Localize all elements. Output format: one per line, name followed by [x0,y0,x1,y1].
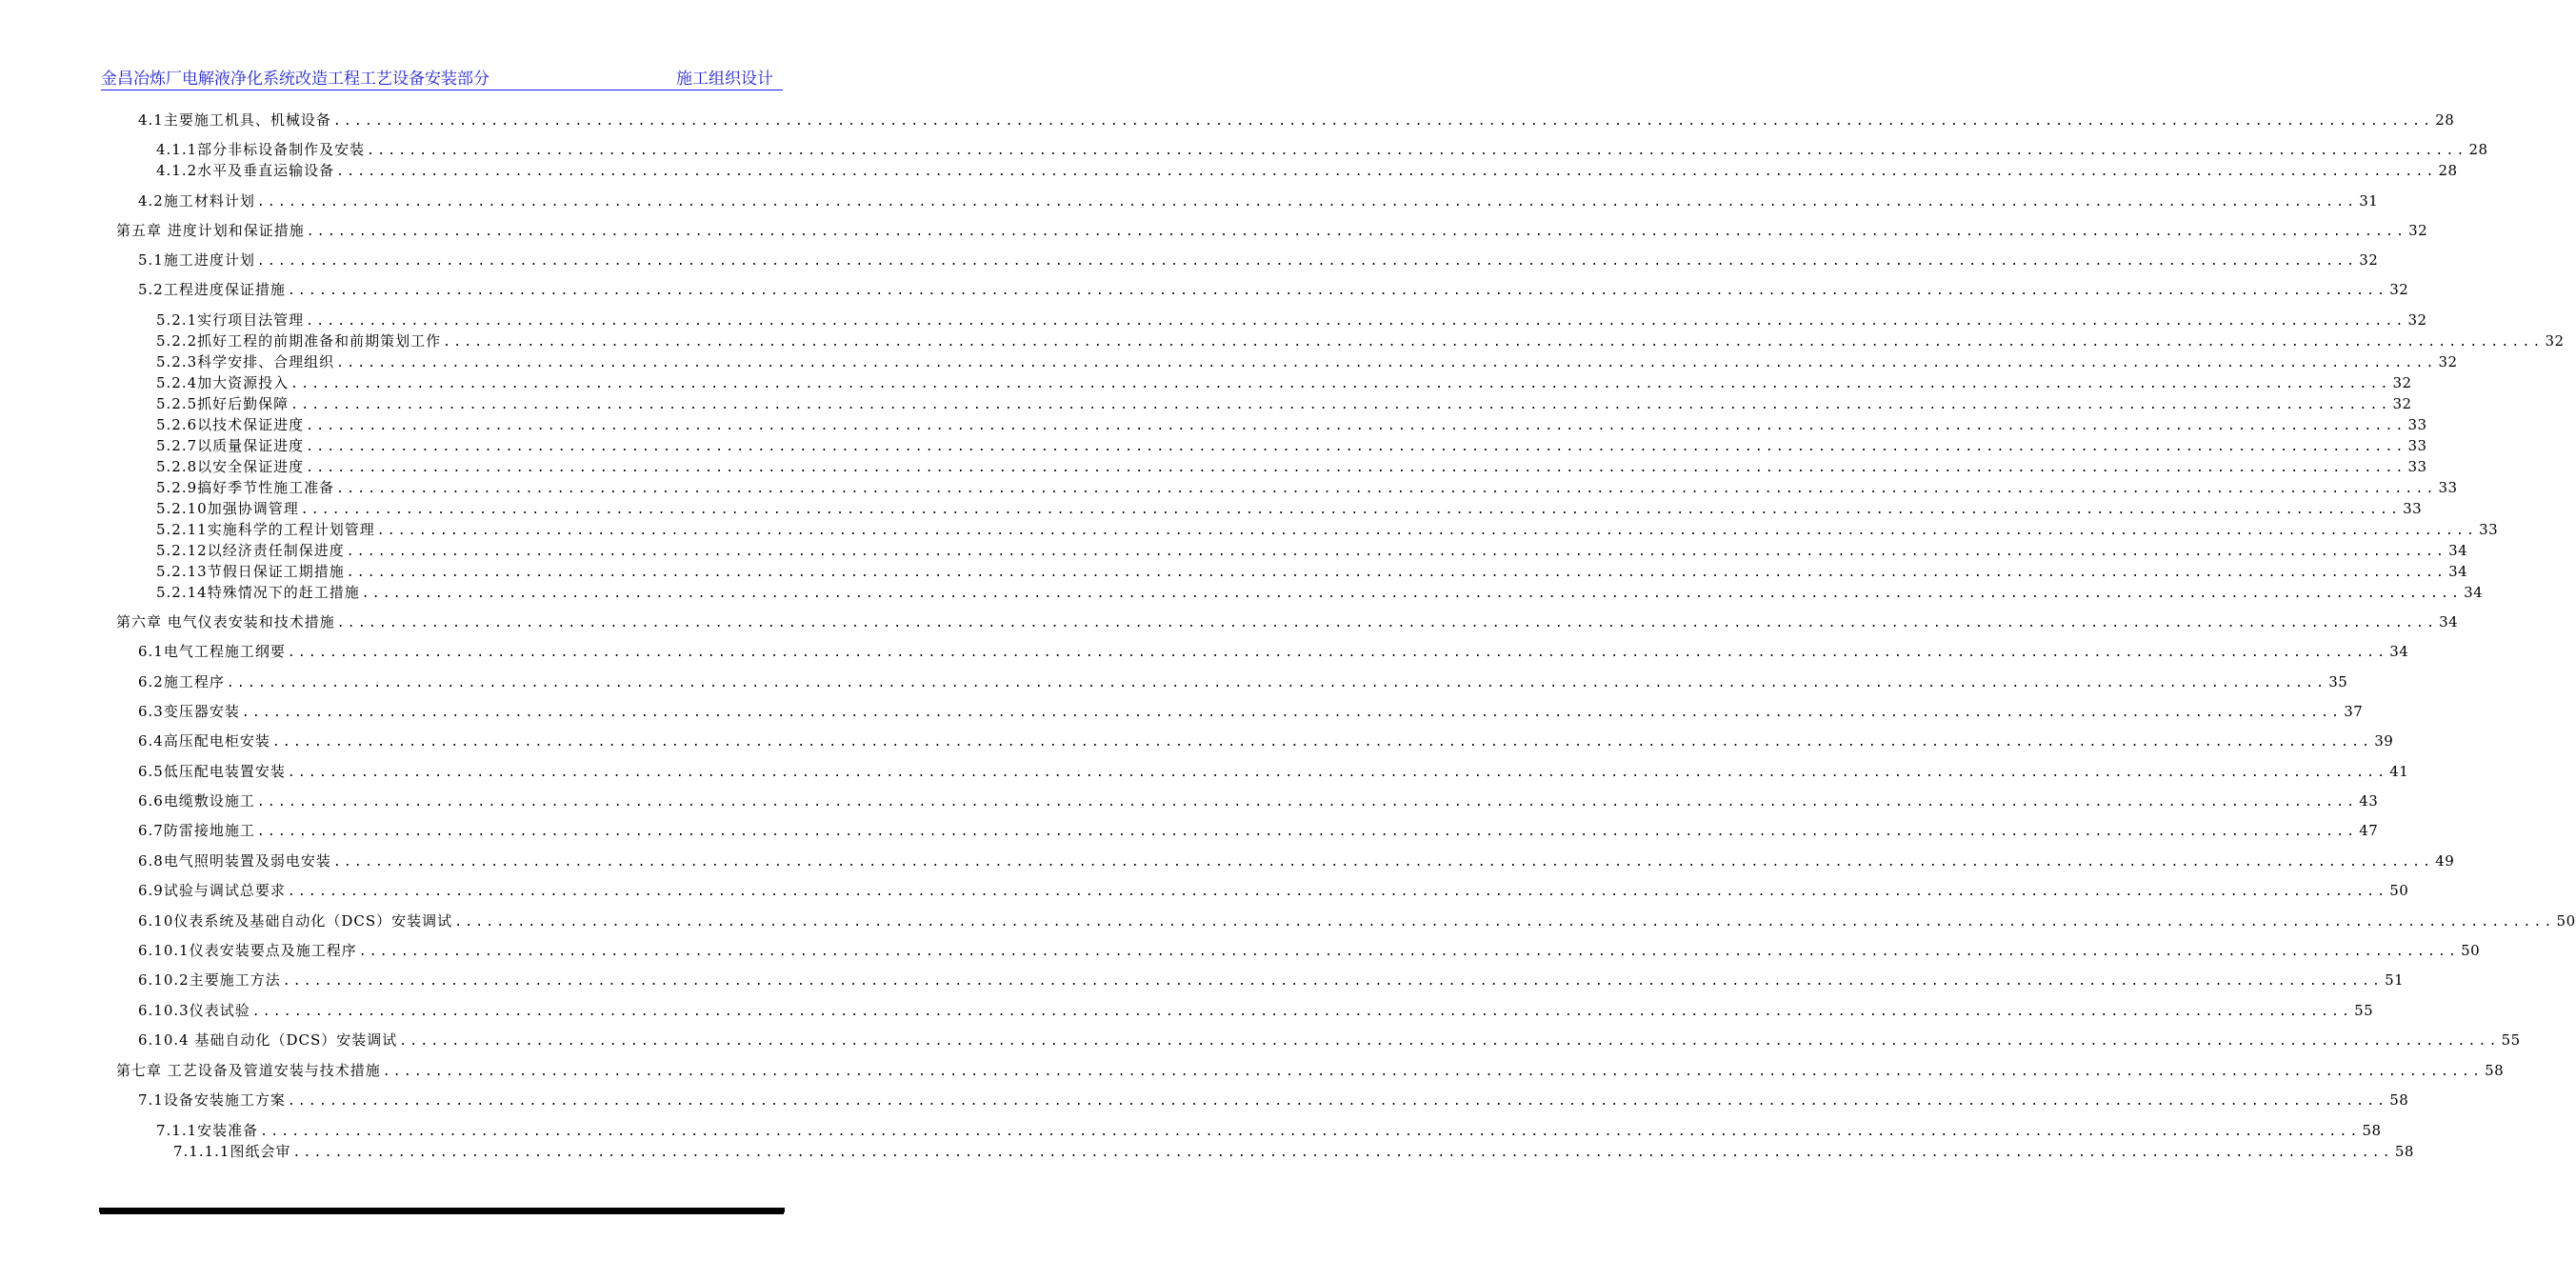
toc-entry-title: 4.1.1部分非标设备制作及安装 [156,141,366,158]
toc-entry-title: 4.1.2水平及垂直运输设备 [156,162,335,179]
toc-entry-title: 6.10.3仪表试验 [138,1002,250,1019]
toc-entry-page: 32 [2545,332,2565,350]
toc-entry-title: 6.9试验与调试总要求 [138,882,286,899]
toc-leader-dots: ........................................................................................................................................................................................................ [287,1094,2388,1109]
toc-leader-dots: ........................................................................................................................................................................................................ [346,566,2447,580]
toc-entry-page: 50 [2461,942,2481,959]
toc-leader-dots: ........................................................................................................................................................................................................ [336,356,2437,370]
toc-entry-title: 5.2.7以质量保证进度 [156,437,305,454]
toc-entry-page: 43 [2359,792,2379,810]
toc-entry-page: 58 [2485,1062,2505,1079]
toc-leader-dots: ........................................................................................................................................................................................................ [256,795,2358,810]
toc-leader-dots: ........................................................................................................................................................................................................ [382,1065,2484,1079]
toc-leader-dots: ........................................................................................................................................................................................................ [256,254,2358,269]
toc-entry-title: 6.1电气工程施工纲要 [138,643,286,660]
toc-entry-title: 7.1.1.1图纸会审 [173,1143,291,1160]
toc-entry-page: 58 [2389,1091,2409,1109]
toc-entry[interactable] [138,851,2455,870]
footer-rule [99,1208,785,1212]
toc-entry-title: 5.2.1实行项目法管理 [156,311,305,329]
toc-entry[interactable] [173,1142,2414,1161]
toc-entry-page: 37 [2344,703,2364,720]
toc-leader-dots: ........................................................................................................................................................................................................ [271,735,2373,750]
toc-leader-dots: ........................................................................................................................................................................................................ [367,144,2467,158]
toc-leader-dots: ........................................................................................................................................................................................................ [399,1034,2500,1049]
toc-entry-page: 31 [2359,192,2379,210]
toc-leader-dots: ........................................................................................................................................................................................................ [226,676,2327,690]
toc-entry-page: 28 [2435,111,2455,129]
toc-entry-page: 50 [2389,882,2409,899]
header-document-type: 施工组织设计 [676,70,773,89]
toc-entry[interactable] [138,762,2409,781]
toc-entry-title: 5.2工程进度保证措施 [138,281,286,298]
toc-leader-dots: ........................................................................................................................................................................................................ [332,855,2434,870]
toc-leader-dots: ........................................................................................................................................................................................................ [287,646,2388,660]
toc-entry-title: 5.2.6以技术保证进度 [156,416,305,433]
toc-leader-dots: ........................................................................................................................................................................................................ [292,1146,2393,1160]
toc-entry-page: 34 [2464,584,2484,601]
toc-entry-page: 51 [2385,971,2405,989]
toc-leader-dots: ........................................................................................................................................................................................................ [290,377,2391,391]
toc-entry[interactable] [156,436,2427,455]
toc-entry-title: 5.2.14特殊情况下的赶工措施 [156,584,360,601]
toc-entry-page: 32 [2392,395,2412,412]
toc-entry[interactable] [156,140,2488,159]
toc-entry-page: 34 [2448,542,2468,559]
toc-entry-page: 32 [2408,222,2428,239]
toc-entry-page: 33 [2407,416,2427,433]
toc-entry-title: 5.2.4加大资源投入 [156,374,290,391]
toc-entry[interactable] [156,520,2499,539]
toc-entry-title: 第五章 进度计划和保证措施 [116,222,305,239]
toc-entry[interactable] [138,672,2348,691]
toc-leader-dots: ........................................................................................................................................................................................................ [376,524,2478,538]
toc-entry[interactable] [156,331,2565,350]
toc-leader-dots: ........................................................................................................................................................................................................ [336,165,2437,179]
toc-entry-title: 5.2.12以经济责任制保进度 [156,542,345,559]
toc-entry-title: 6.8电气照明装置及弱电安装 [138,852,331,870]
toc-entry[interactable] [138,642,2409,661]
toc-entry-title: 5.2.11实施科学的工程计划管理 [156,521,375,538]
toc-leader-dots: ........................................................................................................................................................................................................ [346,545,2447,559]
toc-entry-page: 33 [2479,521,2499,538]
toc-entry-page: 33 [2403,500,2423,517]
toc-leader-dots: ........................................................................................................................................................................................................ [306,461,2406,475]
toc-entry-title: 6.3变压器安装 [138,703,240,720]
toc-entry-page: 39 [2374,732,2394,750]
toc-entry[interactable] [156,1121,2382,1140]
toc-entry-title: 4.2施工材料计划 [138,192,255,210]
toc-leader-dots: ........................................................................................................................................................................................................ [300,503,2402,517]
toc-entry-title: 5.2.10加强协调管理 [156,500,299,517]
toc-leader-dots: ........................................................................................................................................................................................................ [287,284,2388,298]
toc-entry[interactable] [138,941,2481,960]
toc-leader-dots: ........................................................................................................................................................................................................ [443,335,2544,350]
toc-leader-dots: ........................................................................................................................................................................................................ [290,398,2391,412]
toc-leader-dots: ........................................................................................................................................................................................................ [306,440,2406,454]
toc-entry-page: 33 [2407,458,2427,475]
toc-entry[interactable] [138,731,2394,750]
toc-entry[interactable] [138,881,2409,900]
toc-leader-dots: ........................................................................................................................................................................................................ [306,314,2406,329]
toc-entry-page: 58 [2362,1122,2382,1139]
toc-leader-dots: ........................................................................................................................................................................................................ [358,945,2460,959]
toc-entry[interactable] [156,562,2468,581]
toc-entry-page: 32 [2438,353,2458,370]
toc-entry-page: 33 [2438,479,2458,496]
toc-entry-page: 47 [2359,822,2379,839]
toc-entry-page: 34 [2448,563,2468,580]
toc-entry-title: 第六章 电气仪表安装和技术措施 [116,613,335,630]
toc-entry[interactable] [156,352,2458,371]
toc-entry-page: 34 [2439,613,2459,630]
toc-leader-dots: ........................................................................................................................................................................................................ [306,419,2406,433]
toc-entry-title: 6.10.1仪表安装要点及施工程序 [138,942,357,959]
page-header [101,65,783,90]
toc-entry-page: 55 [2501,1031,2521,1049]
toc-entry-page: 34 [2389,643,2409,660]
toc-entry[interactable] [156,373,2412,392]
toc-entry[interactable] [156,478,2458,497]
toc-entry-title: 6.10.2主要施工方法 [138,971,281,989]
toc-entry-title: 5.1施工进度计划 [138,251,255,269]
toc-entry[interactable] [116,1061,2505,1080]
toc-entry[interactable] [156,541,2468,560]
toc-entry[interactable] [138,970,2405,990]
toc-leader-dots: ........................................................................................................................................................................................................ [332,114,2434,129]
toc-entry-title: 4.1主要施工机具、机械设备 [138,111,331,129]
toc-leader-dots: ........................................................................................................................................................................................................ [287,885,2388,899]
toc-entry-page: 33 [2407,437,2427,454]
toc-entry-title: 5.2.13节假日保证工期措施 [156,563,345,580]
toc-entry[interactable] [138,1001,2374,1020]
toc-entry[interactable] [156,499,2423,518]
toc-leader-dots: ........................................................................................................................................................................................................ [306,225,2407,239]
toc-entry[interactable] [138,191,2379,210]
toc-leader-dots: ........................................................................................................................................................................................................ [361,587,2463,601]
toc-entry[interactable] [138,110,2455,130]
toc-entry[interactable] [138,911,2576,930]
toc-entry[interactable] [156,457,2427,476]
toc-entry-title: 第七章 工艺设备及管道安装与技术措施 [116,1062,381,1079]
toc-entry-page: 32 [2359,251,2379,269]
toc-entry[interactable] [138,1090,2409,1110]
toc-entry-title: 6.10.4 基础自动化（DCS）安装调试 [138,1031,398,1049]
toc-entry-title: 5.2.5抓好后勤保障 [156,395,290,412]
header-project-title: 金昌冶炼厂电解液净化系统改造工程工艺设备安装部分 [101,70,489,89]
toc-leader-dots: ........................................................................................................................................................................................................ [260,1125,2361,1139]
toc-entry-page: 32 [2389,281,2409,298]
toc-leader-dots: ........................................................................................................................................................................................................ [256,825,2358,839]
toc-entry-title: 6.2施工程序 [138,673,225,690]
toc-leader-dots: ........................................................................................................................................................................................................ [336,616,2438,630]
toc-entry-page: 28 [2468,141,2488,158]
toc-entry-page: 28 [2438,162,2458,179]
toc-entry-title: 6.7防雷接地施工 [138,822,255,839]
toc-entry-page: 35 [2328,673,2348,690]
toc-entry-page: 41 [2389,763,2409,780]
toc-entry-title: 7.1.1安装准备 [156,1122,259,1139]
toc-entry-title: 5.2.3科学安排、合理组织 [156,353,335,370]
toc-entry-title: 6.6电缆敷设施工 [138,792,255,810]
toc-entry-page: 58 [2394,1143,2414,1160]
toc-entry[interactable] [116,612,2459,631]
toc-entry-title: 6.10仪表系统及基础自动化（DCS）安装调试 [138,912,453,930]
toc-entry[interactable] [138,280,2409,299]
toc-leader-dots: ........................................................................................................................................................................................................ [241,706,2343,720]
toc-entry-title: 7.1设备安装施工方案 [138,1091,286,1109]
toc-entry-page: 32 [2407,311,2427,329]
toc-entry[interactable] [156,394,2412,413]
toc-entry[interactable] [156,310,2427,330]
toc-entry[interactable] [116,221,2428,240]
toc-entry-page: 55 [2354,1002,2374,1019]
toc-entry-title: 5.2.2抓好工程的前期准备和前期策划工作 [156,332,442,350]
toc-entry-page: 49 [2435,852,2455,870]
toc-entry-page: 50 [2556,912,2576,930]
toc-entry-title: 6.5低压配电装置安装 [138,763,286,780]
toc-entry[interactable] [156,415,2427,434]
toc-leader-dots: ........................................................................................................................................................................................................ [336,482,2437,496]
toc-entry[interactable] [156,161,2458,180]
toc-entry[interactable] [138,702,2364,721]
toc-entry[interactable] [156,583,2484,602]
toc-leader-dots: ........................................................................................................................................................................................................ [282,974,2384,989]
toc-entry[interactable] [138,821,2379,840]
toc-entry[interactable] [138,1030,2521,1050]
toc-entry-title: 6.4高压配电柜安装 [138,732,270,750]
toc-entry-page: 32 [2392,374,2412,391]
toc-entry[interactable] [138,791,2379,810]
toc-entry-title: 5.2.9搞好季节性施工准备 [156,479,335,496]
toc-leader-dots: ........................................................................................................................................................................................................ [287,766,2388,780]
toc-entry-title: 5.2.8以安全保证进度 [156,458,305,475]
toc-leader-dots: ........................................................................................................................................................................................................ [256,195,2358,210]
toc-entry[interactable] [138,250,2379,270]
toc-leader-dots: ........................................................................................................................................................................................................ [454,915,2555,930]
toc-leader-dots: ........................................................................................................................................................................................................ [251,1005,2353,1019]
